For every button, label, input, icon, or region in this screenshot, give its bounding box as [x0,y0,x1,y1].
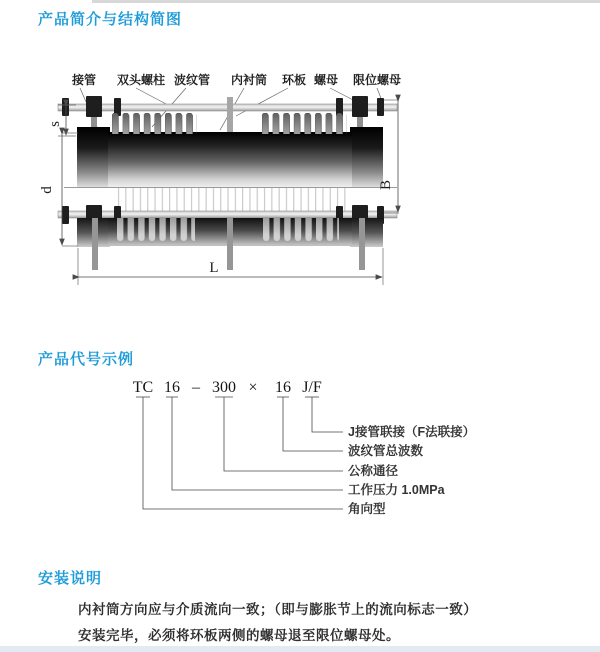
code-callout-texts [348,424,475,516]
section-title-intro: 产品简介与结构简图 [38,11,183,28]
callout-wave-count: 波纹管总波数 [348,444,424,458]
callout-nominal-diameter: 公称通径 [348,464,399,478]
dimension-d [39,133,78,246]
dim-label-d: d [39,186,55,194]
callout-connection: J接管联接（F法联接） [348,425,476,439]
code-seg-dash: – [192,379,200,396]
section-title-install: 安装说明 [38,570,103,587]
code-segments [133,379,322,396]
label-inner-sleeve: 内衬筒 [230,73,268,87]
label-connecting-pipe: 接管 [71,73,97,87]
code-example-diagram [0,330,600,530]
code-seg-pressure: 16 [164,379,180,396]
code-seg-waves: 16 [275,379,291,396]
dim-label-b: B [378,179,394,191]
dim-label-s: s [47,121,63,127]
code-seg-times: × [248,379,258,396]
code-seg-type: TC [132,379,154,396]
callout-angular-type: 角向型 [348,502,386,516]
convolution-lines [115,188,346,213]
section-title-code: 产品代号示例 [38,351,135,368]
joint-body-lower [77,218,383,270]
code-seg-connection: J/F [302,379,322,396]
install-line-1: 内衬筒方向应与介质流向一致；（即与膨胀节上的流向标志一致） [78,602,478,617]
page-bottom-strip [0,646,600,652]
bellows-fins-left [112,113,197,134]
callout-working-pressure: 工作压力 1.0MPa [348,483,445,497]
part-labels [71,72,401,87]
code-callout-lines [136,397,343,509]
bellows-fins-right [262,113,347,134]
label-stud-bolt: 双头螺柱 [116,73,166,87]
dim-label-l: L [209,260,219,276]
label-ring-plate: 环板 [281,73,307,87]
bellows-fins-bottom-right [263,218,339,243]
label-limit-nut: 限位螺母 [352,73,402,87]
install-line-2: 安装完毕，必须将环板两侧的螺母退至限位螺母处。 [78,627,400,643]
code-seg-diameter: 300 [212,379,236,396]
bellows-fins-bottom-left [117,218,195,243]
label-nut: 螺母 [313,73,339,87]
label-bellows: 波纹管 [173,73,211,87]
install-instructions [78,597,477,648]
